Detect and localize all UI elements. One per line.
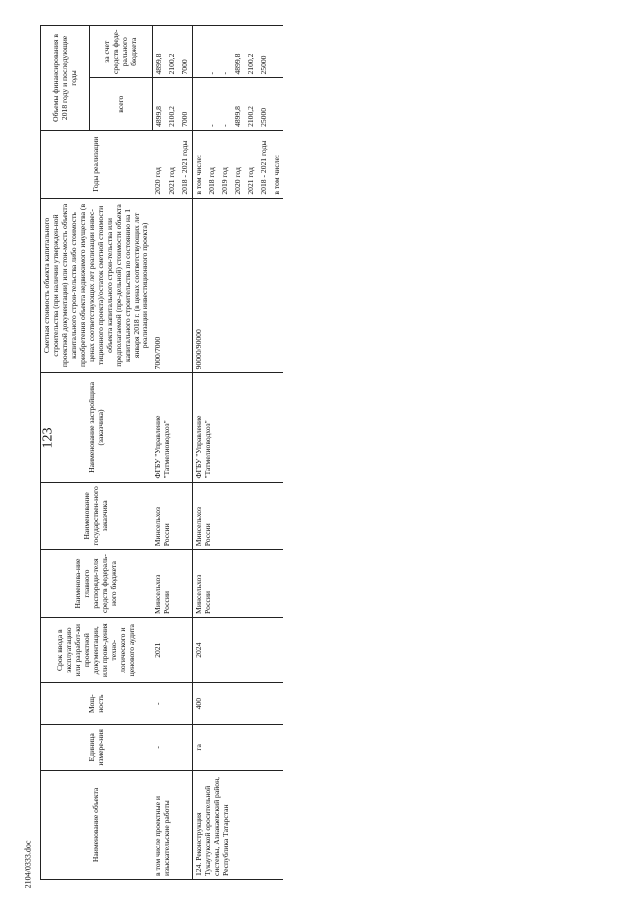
register-body — [152, 26, 283, 880]
federal-cell — [271, 26, 284, 79]
header-customer: Наименование государствен-ного заказчика — [41, 482, 153, 550]
deadline-cell: 2024 — [192, 617, 283, 683]
total-cell: 4899,8 — [152, 78, 165, 130]
federal-cell — [192, 26, 205, 79]
year-cell: 2018 - 2021 годы — [258, 130, 271, 198]
year-cell: 2020 год — [152, 130, 165, 198]
federal-cell: - — [206, 26, 219, 79]
header-name: Наименование объекта — [41, 770, 153, 879]
total-cell: 2100,2 — [245, 78, 258, 130]
header-unit: Единица измере-ния — [41, 724, 153, 770]
customer-cell: Минсельхоз России — [152, 482, 192, 550]
header-manager: Наименова-ние главного распоряди-теля средств федераль-ного бюджета — [41, 550, 153, 618]
file-name: 2104/0333.doc — [23, 840, 33, 889]
year-cell: в том числе: — [271, 130, 284, 198]
header-funding: Объемы финансирования в 2018 году и последующие годы — [41, 26, 90, 131]
table-row — [152, 26, 165, 880]
header-federal: за счет средств феде-рального бюджета — [90, 26, 153, 79]
federal-cell: 4899,8 — [232, 26, 245, 79]
total-cell: 25000 — [258, 78, 271, 130]
object-name-text: Реконструкция Тукаутукской оросительной системы, Азнакаевский район, Республика Татарстан — [193, 776, 230, 876]
object-name: в том числе проектные и изыскательские работы — [152, 770, 192, 879]
year-cell: 2018 - 2021 годы — [179, 130, 192, 198]
year-cell: 2019 год — [219, 130, 232, 198]
federal-cell: - — [219, 26, 232, 79]
total-cell: 7000 — [179, 78, 192, 130]
year-cell: 2021 год — [245, 130, 258, 198]
object-name — [192, 770, 283, 879]
header-estimate: Сметная стоимость объекта капитального строительства (при наличии утвержден-ной проектной документации) или стои-мость объекта капитального строи-тельства либо стоимость приобретения объекта недвижимого имущества (в ценах соответствующих лет реализации инвес-тиционного проекта)/остаток сметной стоимости объекта капитального строи-тельства или предполагаемой (пре-дельной) стоимости объекта капитального строительства по состоянию на 1 января 2018 г. (в ценах соответствующих лет реализации инвестиционного проекта) — [41, 198, 153, 373]
capacity-cell: 400 — [192, 683, 283, 724]
federal-cell: 2100,2 — [245, 26, 258, 79]
estimate-cell: 7000/7000 — [152, 198, 192, 373]
total-cell: - — [219, 78, 232, 130]
federal-cell: 7000 — [179, 26, 192, 79]
year-cell: 2021 год — [166, 130, 179, 198]
developer-cell: ФГБУ "Управление "Татмелиоводхоз" — [192, 373, 283, 482]
total-cell: 4899,8 — [232, 78, 245, 130]
total-cell — [192, 78, 205, 130]
manager-cell: Минсельхоз России — [152, 550, 192, 618]
total-cell: 2100,2 — [166, 78, 179, 130]
federal-cell: 4899,8 — [152, 26, 165, 79]
year-cell: в том числе: — [192, 130, 205, 198]
capacity-cell: - — [152, 683, 192, 724]
unit-cell: га — [192, 724, 283, 770]
page-number: 123 — [40, 427, 56, 449]
unit-cell: - — [152, 724, 192, 770]
year-cell: 2020 год — [232, 130, 245, 198]
total-cell: - — [206, 78, 219, 130]
header-developer: Наименование застройщика (заказчика) — [41, 373, 153, 482]
header-total: всего — [90, 78, 153, 130]
header-deadline: Срок ввода в эксплуатацию или разработ-ки проектной документации, или прове-дения техно-логического и ценового аудита — [41, 617, 153, 683]
federal-cell: 2100,2 — [166, 26, 179, 79]
customer-cell: Минсельхоз России — [192, 482, 283, 550]
header-capacity: Мощ-ность — [41, 683, 153, 724]
table-row — [192, 26, 205, 880]
deadline-cell: 2021 — [152, 617, 192, 683]
developer-cell: ФГБУ "Управление "Татмелиоводхоз" — [152, 373, 192, 482]
manager-cell: Минсельхоз России — [192, 550, 283, 618]
total-cell — [271, 78, 284, 130]
federal-cell: 25000 — [258, 26, 271, 79]
register-table-rotated — [40, 25, 630, 880]
register-table — [40, 25, 283, 880]
header-years: Годы реализации — [41, 130, 153, 198]
estimate-cell: 90000/90000 — [192, 198, 283, 373]
row-number: 124. — [193, 862, 203, 876]
year-cell: 2018 год — [206, 130, 219, 198]
